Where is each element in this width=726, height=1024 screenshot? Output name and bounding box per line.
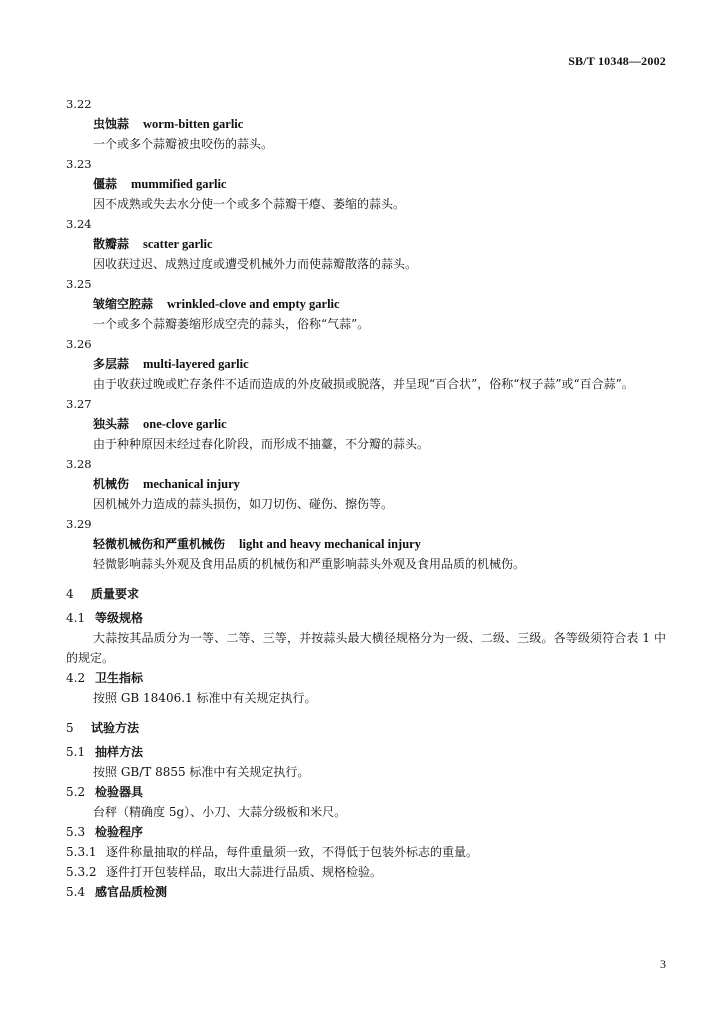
subsection-title: 感官品质检测 xyxy=(95,885,168,899)
paragraph: 大蒜按其品质分为一等、二等、三等，并按蒜头最大横径规格分为一级、二级、三级。各等级须符合表 1 中的规定。 xyxy=(66,631,666,665)
clause-number: 3.23 xyxy=(66,157,92,171)
subsection-title: 检验程序 xyxy=(95,825,144,839)
clause-number: 3.28 xyxy=(66,457,92,471)
clause-number: 3.25 xyxy=(66,277,92,291)
term-definition: 由于收获过晚或贮存条件不适而造成的外皮破损或脱落，并呈现“百合状”，俗称“杈子蒜”或“百合蒜”。 xyxy=(93,377,634,391)
term-heading xyxy=(93,537,666,551)
term-definition: 一个或多个蒜瓣萎缩形成空壳的蒜头，俗称“气蒜”。 xyxy=(93,317,370,331)
term-en: scatter garlic xyxy=(143,237,213,251)
term-definition: 因机械外力造成的蒜头损伤，如刀切伤、碰伤、擦伤等。 xyxy=(93,497,394,511)
subsection-number: 5.2 xyxy=(66,785,86,799)
term-en: mummified garlic xyxy=(131,177,227,191)
clause-number: 5.3.1 xyxy=(66,845,97,859)
term-en: light and heavy mechanical injury xyxy=(239,537,421,551)
term-heading xyxy=(93,417,666,431)
subsection-number: 5.1 xyxy=(66,745,86,759)
term-definition: 由于种种原因未经过春化阶段，而形成不抽薹，不分瓣的蒜头。 xyxy=(93,437,430,451)
section-heading xyxy=(66,721,666,735)
subsection-number: 5.3 xyxy=(66,825,86,839)
term-definition: 因不成熟或失去水分使一个或多个蒜瓣干瘪、萎缩的蒜头。 xyxy=(93,197,406,211)
subsection-title: 抽样方法 xyxy=(95,745,144,759)
clause-number: 5.3.2 xyxy=(66,865,97,879)
term-zh: 多层蒜 xyxy=(93,357,130,371)
term-en: worm-bitten garlic xyxy=(143,117,244,131)
term-en: wrinkled-clove and empty garlic xyxy=(167,297,340,311)
clause-number: 3.26 xyxy=(66,337,92,351)
clause xyxy=(66,845,666,859)
term-zh: 独头蒜 xyxy=(93,417,130,431)
term-definition: 一个或多个蒜瓣被虫咬伤的蒜头。 xyxy=(93,137,274,151)
standard-code: SB/T 10348—2002 xyxy=(568,54,666,68)
clause-number: 3.29 xyxy=(66,517,92,531)
paragraph: 台秤（精确度 5g）、小刀、大蒜分级板和米尺。 xyxy=(93,805,347,819)
section-number: 5 xyxy=(66,721,74,735)
term-definition: 轻微影响蒜头外观及食用品质的机械伤和严重影响蒜头外观及食用品质的机械伤。 xyxy=(93,557,526,571)
clause-text: 逐件打开包装样品，取出大蒜进行品质、规格检验。 xyxy=(106,865,383,879)
section-title: 试验方法 xyxy=(91,721,140,735)
clause-number: 3.24 xyxy=(66,217,92,231)
clause-number: 3.27 xyxy=(66,397,92,411)
subsection-heading xyxy=(66,611,666,625)
term-heading xyxy=(93,177,666,191)
term-zh: 皱缩空腔蒜 xyxy=(93,297,154,311)
section-number: 4 xyxy=(66,587,74,601)
subsection-heading xyxy=(66,745,666,759)
subsection-heading xyxy=(66,885,666,899)
term-en: one-clove garlic xyxy=(143,417,227,431)
term-en: mechanical injury xyxy=(143,477,240,491)
subsection-number: 4.2 xyxy=(66,671,86,685)
term-heading xyxy=(93,357,666,371)
subsection-heading xyxy=(66,785,666,799)
paragraph: 按照 GB/T 8855 标准中有关规定执行。 xyxy=(93,765,310,779)
term-zh: 散瓣蒜 xyxy=(93,237,130,251)
page-number: 3 xyxy=(660,957,666,971)
term-definition: 因收获过迟、成熟过度或遭受机械外力而使蒜瓣散落的蒜头。 xyxy=(93,257,418,271)
subsection-heading xyxy=(66,825,666,839)
subsection-title: 检验器具 xyxy=(95,785,144,799)
subsection-heading xyxy=(66,671,666,685)
term-zh: 轻微机械伤和严重机械伤 xyxy=(93,537,226,551)
term-zh: 虫蚀蒜 xyxy=(93,117,130,131)
term-heading xyxy=(93,297,666,311)
term-heading xyxy=(93,477,666,491)
section-heading xyxy=(66,587,666,601)
subsection-title: 等级规格 xyxy=(95,611,144,625)
term-zh: 僵蒜 xyxy=(93,177,118,191)
term-heading xyxy=(93,237,666,251)
clause-text: 逐件称量抽取的样品，每件重量须一致，不得低于包装外标志的重量。 xyxy=(106,845,479,859)
document-body xyxy=(66,97,666,905)
section-title: 质量要求 xyxy=(91,587,140,601)
term-zh: 机械伤 xyxy=(93,477,130,491)
term-heading xyxy=(93,117,666,131)
term-en: multi-layered garlic xyxy=(143,357,249,371)
subsection-number: 4.1 xyxy=(66,611,86,625)
paragraph: 按照 GB 18406.1 标准中有关规定执行。 xyxy=(93,691,317,705)
subsection-title: 卫生指标 xyxy=(95,671,144,685)
clause xyxy=(66,865,666,879)
clause-number: 3.22 xyxy=(66,97,92,111)
subsection-number: 5.4 xyxy=(66,885,86,899)
